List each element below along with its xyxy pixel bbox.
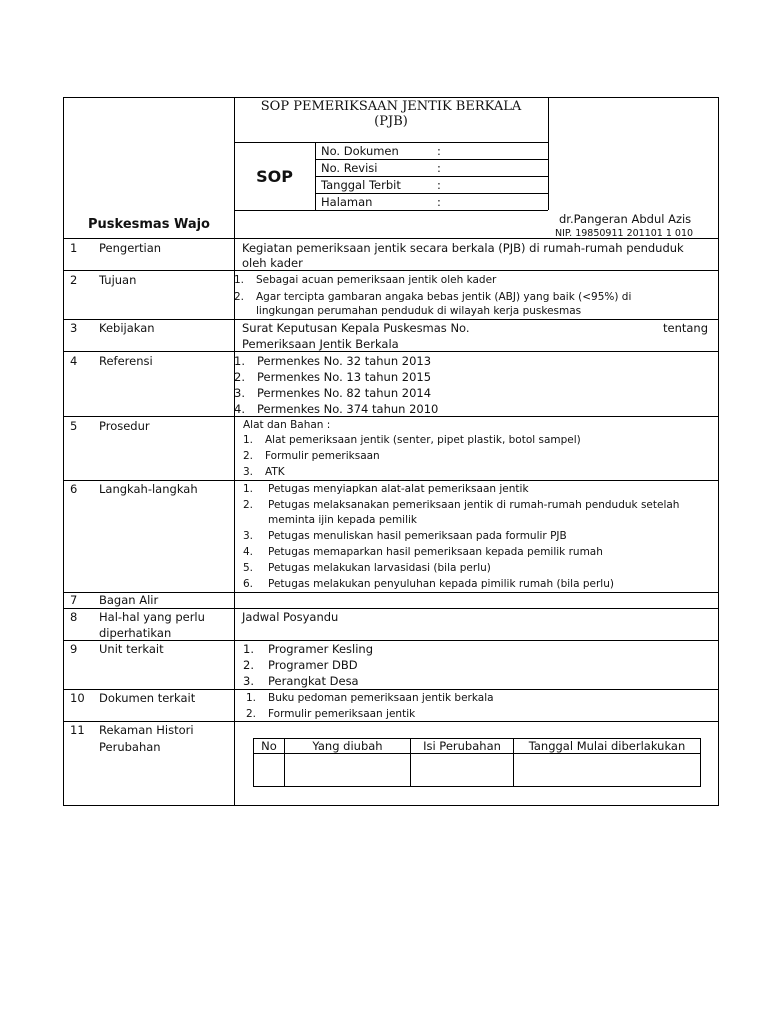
row-sep — [63, 721, 719, 722]
list-number: 1. — [243, 642, 254, 656]
meta-line-2 — [315, 176, 548, 177]
kebijakan-text-tentang: tentang — [663, 321, 709, 335]
meta-no-dokumen: No. Dokumen — [321, 144, 399, 158]
org-name: Puskesmas Wajo — [88, 217, 210, 232]
unit-item: Perangkat Desa — [268, 674, 359, 688]
history-cell — [514, 754, 701, 787]
row-label: Bagan Alir — [99, 593, 159, 607]
title-bottom-line — [234, 142, 548, 143]
row-label: Tujuan — [99, 273, 137, 287]
langkah-item: Petugas menyiapkan alat-alat pemeriksaan jentik — [268, 483, 529, 495]
list-number: 1. — [234, 354, 245, 368]
langkah-item: Petugas menuliskan hasil pemeriksaan pada formulir PJB — [268, 530, 567, 542]
row-number: 3 — [70, 321, 78, 335]
langkah-item: Petugas melaksanakan pemeriksaan jentik di rumah-rumah penduduk setelah — [268, 499, 680, 511]
row-label: Perubahan — [99, 740, 161, 754]
meta-sep-4: : — [437, 195, 441, 209]
row-label: Unit terkait — [99, 642, 164, 656]
row-number: 4 — [70, 354, 78, 368]
row-number: 2 — [70, 273, 78, 287]
document-title: SOP PEMERIKSAAN JENTIK BERKALA (PJB) — [260, 99, 522, 129]
signer-nip: NIP. 19850911 201101 1 010 — [555, 228, 694, 239]
prosedur-item: Alat pemeriksaan jentik (senter, pipet plastik, botol sampel) — [265, 434, 581, 446]
row-label: Referensi — [99, 354, 153, 368]
list-number: 6. — [243, 578, 254, 590]
header-bottom-line — [234, 210, 548, 211]
kebijakan-text: Pemeriksaan Jentik Berkala — [242, 337, 399, 351]
history-header-row — [254, 739, 701, 754]
list-number: 1. — [246, 692, 257, 704]
sop-label: SOP — [256, 167, 293, 186]
row-label: Kebijakan — [99, 321, 155, 335]
list-number: 1. — [243, 483, 254, 495]
row-label: Pengertian — [99, 241, 162, 255]
row-number: 8 — [70, 610, 78, 624]
meta-line-1 — [315, 159, 548, 160]
history-header: Isi Perubahan — [411, 739, 514, 754]
list-number: 2. — [246, 708, 257, 720]
row-sep — [63, 689, 719, 690]
prosedur-intro: Alat dan Bahan : — [243, 419, 331, 431]
referensi-item: Permenkes No. 82 tahun 2014 — [257, 386, 432, 400]
history-header: Tanggal Mulai diberlakukan — [514, 739, 701, 754]
prosedur-item: ATK — [265, 466, 285, 478]
list-number: 2. — [243, 450, 254, 462]
meta-tanggal-terbit: Tanggal Terbit — [321, 178, 401, 192]
list-number: 2. — [234, 370, 245, 384]
langkah-item: Petugas memaparkan hasil pemeriksaan kepada pemilik rumah — [268, 546, 603, 558]
row-sep — [63, 592, 719, 593]
pengertian-text: oleh kader — [242, 256, 303, 270]
meta-sep-3: : — [437, 178, 441, 192]
row-sep — [63, 238, 719, 239]
list-number: 1. — [234, 274, 245, 286]
list-number: 2. — [243, 658, 254, 672]
row-sep — [63, 640, 719, 641]
prosedur-item: Formulir pemeriksaan — [265, 450, 380, 462]
referensi-item: Permenkes No. 374 tahun 2010 — [257, 402, 439, 416]
row-sep — [63, 480, 719, 481]
dokumen-item: Buku pedoman pemeriksaan jentik berkala — [268, 692, 494, 704]
row-sep — [63, 351, 719, 352]
row-label: Langkah-langkah — [99, 482, 198, 496]
row-label: Dokumen terkait — [99, 691, 196, 705]
row-label: Prosedur — [99, 419, 150, 433]
row-sep — [63, 270, 719, 271]
row-label: Hal-hal yang perlu — [99, 610, 205, 624]
list-number: 3. — [234, 386, 245, 400]
row-number: 5 — [70, 419, 78, 433]
list-number: 3. — [243, 530, 254, 542]
list-number: 4. — [243, 546, 254, 558]
list-number: 2. — [234, 291, 245, 303]
langkah-item: meminta ijin kepada pemilik — [268, 514, 418, 526]
history-cell — [254, 754, 285, 787]
kebijakan-text: Surat Keputusan Kepala Puskesmas No. — [242, 321, 470, 335]
meta-no-revisi: No. Revisi — [321, 161, 378, 175]
referensi-item: Permenkes No. 32 tahun 2013 — [257, 354, 432, 368]
unit-item: Programer Kesling — [268, 642, 373, 656]
langkah-item: Petugas melakukan penyuluhan kepada pimilik rumah (bila perlu) — [268, 578, 614, 590]
row-number: 1 — [70, 241, 78, 255]
list-number: 2. — [243, 499, 254, 511]
row-number: 10 — [70, 691, 85, 705]
signer-name: dr.Pangeran Abdul Azis — [559, 212, 692, 226]
hal-perlu-text: Jadwal Posyandu — [242, 610, 339, 624]
row-number: 6 — [70, 482, 78, 496]
header-divider-left — [234, 97, 235, 806]
list-number: 4. — [234, 402, 245, 416]
tujuan-item: lingkungan perumahan penduduk di wilayah kerja puskesmas — [256, 305, 582, 317]
unit-item: Programer DBD — [268, 658, 358, 672]
history-cell — [411, 754, 514, 787]
row-label: Rekaman Histori — [99, 723, 194, 737]
list-number: 1. — [243, 434, 254, 446]
tujuan-item: Agar tercipta gambaran angaka bebas jentik (ABJ) yang baik (<95%) di — [256, 291, 632, 303]
dokumen-item: Formulir pemeriksaan jentik — [268, 708, 416, 720]
list-number: 5. — [243, 562, 254, 574]
history-header: Yang diubah — [285, 739, 411, 754]
pengertian-text: Kegiatan pemeriksaan jentik secara berkala (PJB) di rumah-rumah penduduk — [242, 241, 684, 255]
history-cell — [285, 754, 411, 787]
referensi-item: Permenkes No. 13 tahun 2015 — [257, 370, 432, 384]
list-number: 3. — [243, 674, 254, 688]
history-table — [253, 738, 701, 787]
row-sep — [63, 416, 719, 417]
row-number: 11 — [70, 723, 85, 737]
row-number: 7 — [70, 593, 78, 607]
row-sep — [63, 608, 719, 609]
row-label: diperhatikan — [99, 626, 172, 640]
list-number: 3. — [243, 466, 254, 478]
meta-halaman: Halaman — [321, 195, 373, 209]
header-divider-right — [548, 97, 549, 210]
history-empty-row — [254, 754, 701, 787]
history-header: No — [254, 739, 285, 754]
meta-sep-2: : — [437, 161, 441, 175]
row-number: 9 — [70, 642, 78, 656]
tujuan-item: Sebagai acuan pemeriksaan jentik oleh kader — [256, 274, 497, 286]
langkah-item: Petugas melakukan larvasidasi (bila perlu) — [268, 562, 491, 574]
row-sep — [63, 319, 719, 320]
meta-line-3 — [315, 193, 548, 194]
meta-sep-1: : — [437, 144, 441, 158]
